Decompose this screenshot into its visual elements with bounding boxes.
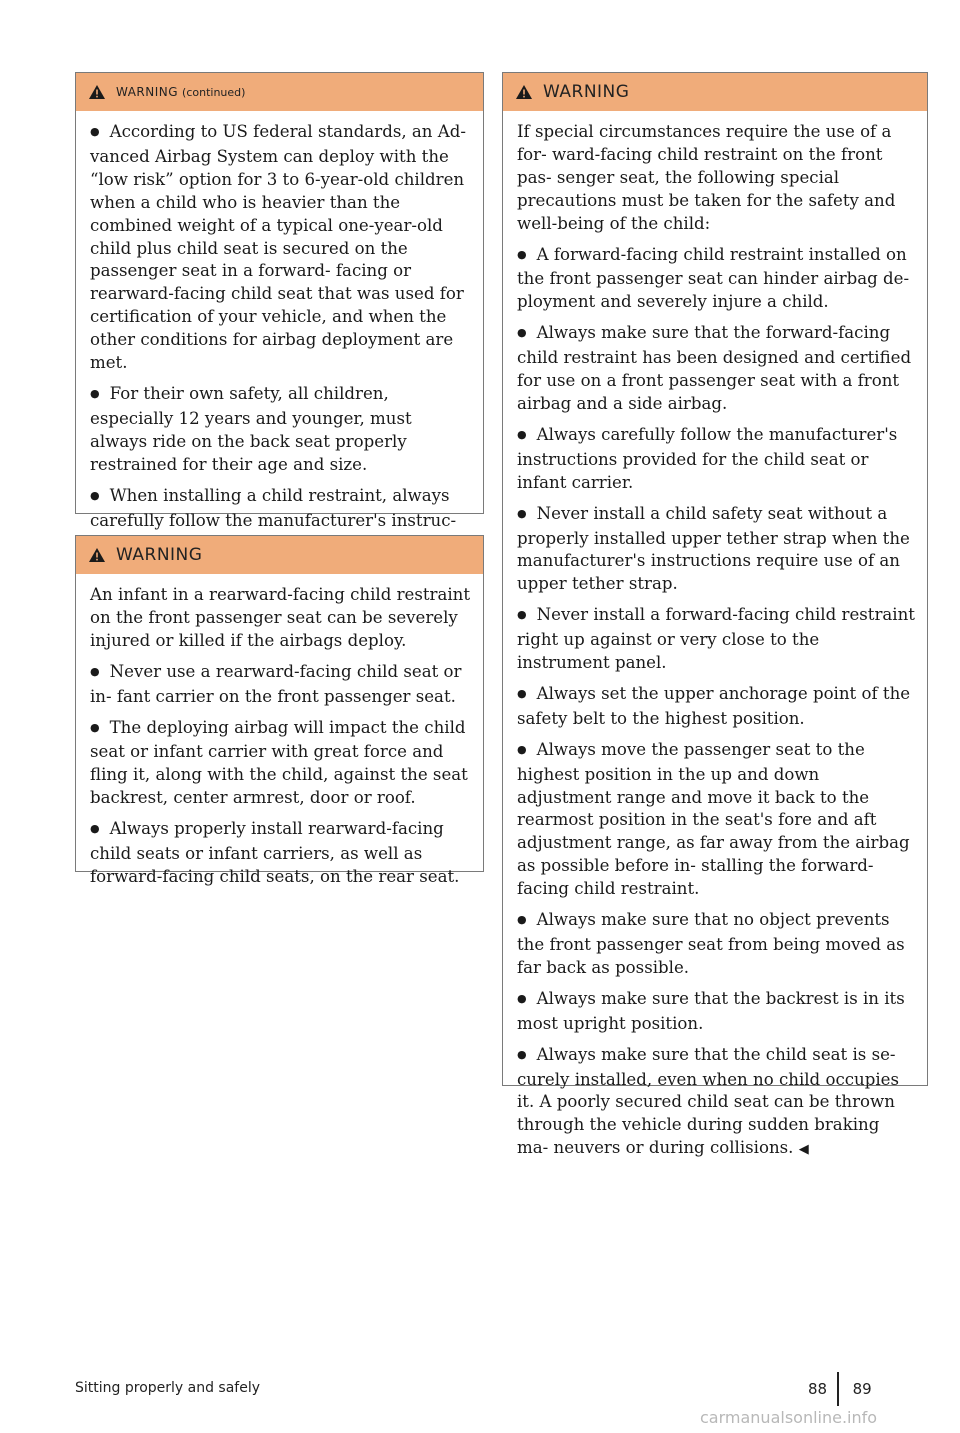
page-number-left: 88	[808, 1380, 828, 1398]
list-item-text: Always make sure that the child seat is se- curely installed, even when no child occupies it. A poorly secured child seat can be thrown through the vehicle during sudden braking ma- neuvers or during collisions.	[517, 1044, 899, 1158]
list-item: ● Never install a child safety seat without a properly installed upper tether strap when the manufacturer's instructions require use of an upper tether strap.	[517, 503, 915, 597]
warning-triangle-icon	[515, 84, 533, 100]
watermark: carmanualsonline.info	[700, 1408, 878, 1427]
page-numbers	[808, 1372, 872, 1406]
warning-header	[503, 73, 927, 111]
end-of-section-icon: ◀	[798, 1142, 809, 1158]
warning-box-forward-facing	[502, 72, 928, 1158]
list-item: ● Never install a forward-facing child restraint right up against or very close to the instrument panel.	[517, 604, 915, 675]
list-item: ● According to US federal standards, an Ad- vanced Airbag System can deploy with the “low risk” option for 3 to 6-year-old children when a child who is heavier than the combined weight of a typical one-year-old child plus child seat is secured on the passenger seat in a forward- facing or rearward-facing child seat that was used for certification of your vehicle, and when the other conditions for airbag deployment are met.	[90, 121, 471, 375]
warning-body	[76, 574, 483, 899]
warning-box-continued	[75, 72, 484, 530]
section-title-footer: Sitting properly and safely	[75, 1380, 261, 1396]
page-divider	[837, 1372, 839, 1406]
list-item: ● When installing a child restraint, always carefully follow the manufacturer's instruc-	[90, 485, 471, 556]
list-item: ● The deploying airbag will impact the child seat or infant carrier with great force and fling it, along with the child, against the seat backrest, center armrest, door or roof.	[90, 717, 471, 811]
list-item: ● Always carefully follow the manufacturer's instructions provided for the child seat or infant carrier.	[517, 424, 915, 495]
list-item: ● Always move the passenger seat to the highest position in the up and down adjustment range and move it back to the rearmost position in the seat's fore and aft adjustment range, as far away from the airbag as possible before in- stalling the forward-facing child restraint.	[517, 739, 915, 901]
list-item: ● Never use a rearward-facing child seat or in- fant carrier on the front passenger seat.	[90, 661, 471, 709]
warning-title: WARNING	[116, 85, 179, 99]
list-item: ● Always properly install rearward-facing child seats or infant carriers, as well as forward-facing child seats, on the rear seat.	[90, 818, 471, 889]
warning-triangle-icon	[88, 547, 106, 563]
warning-intro: An infant in a rearward-facing child restraint on the front passenger seat can be severely injured or killed if the airbags deploy.	[90, 585, 471, 650]
page-number-right: 89	[852, 1380, 872, 1398]
warning-triangle-icon	[88, 84, 106, 100]
warning-intro: If special circumstances require the use of a for- ward-facing child restraint on the front pas- senger seat, the following special precautions must be taken for the safety and well-being of the child:	[517, 122, 896, 233]
list-item: ● A forward-facing child restraint installed on the front passenger seat can hinder airbag de- ployment and severely injure a child.	[517, 244, 915, 315]
list-item: ● Always make sure that the forward-facing child restraint has been designed and certified for use on a front passenger seat with a front airbag and a side airbag.	[517, 322, 915, 416]
list-item: ● Always make sure that the backrest is in its most upright position.	[517, 988, 915, 1036]
list-item: ● For their own safety, all children, especially 12 years and younger, must always ride on the back seat properly restrained for their age and size.	[90, 383, 471, 477]
list-item: ● Always make sure that no object prevents the front passenger seat from being moved as far back as possible.	[517, 909, 915, 980]
list-item	[517, 1044, 915, 1163]
list-item: ● Always set the upper anchorage point of the safety belt to the highest position.	[517, 683, 915, 731]
warning-box-infant	[75, 535, 484, 886]
warning-title: WARNING	[116, 545, 203, 565]
warning-continued-label: (continued)	[182, 85, 246, 99]
warning-header	[76, 536, 483, 574]
warning-body	[503, 111, 927, 1172]
warning-body	[76, 111, 483, 565]
warning-title: WARNING	[543, 82, 630, 102]
warning-header	[76, 73, 483, 111]
